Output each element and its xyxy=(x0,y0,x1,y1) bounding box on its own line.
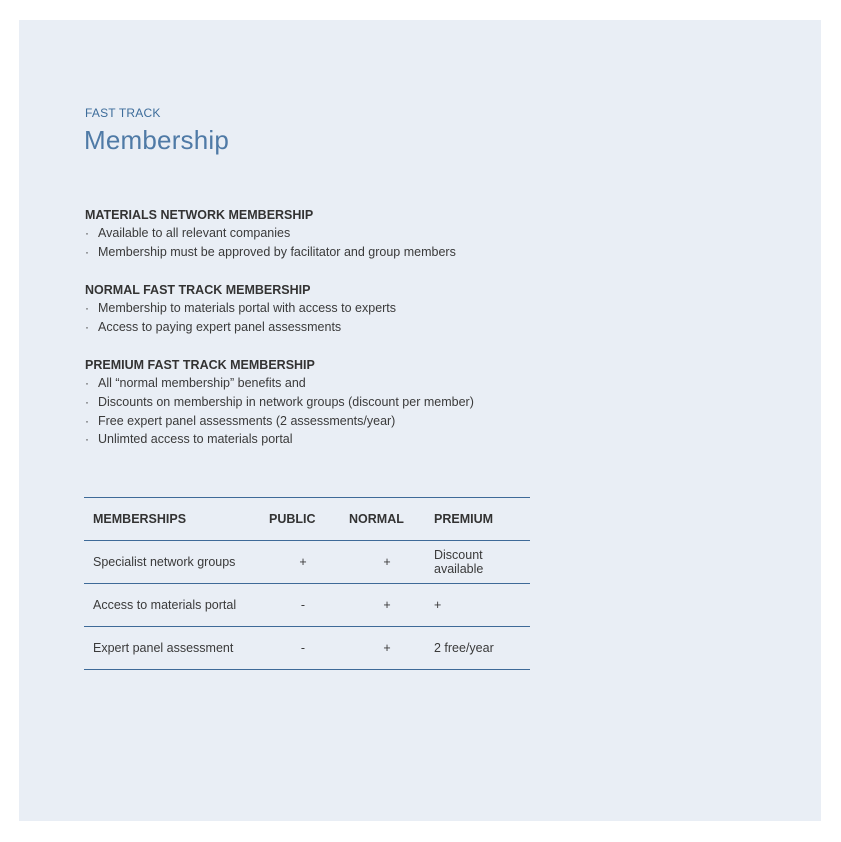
list-item: · Unlimted access to materials portal xyxy=(85,430,474,449)
bullet-icon: · xyxy=(85,394,89,409)
bullet-icon: · xyxy=(85,413,89,428)
table-cell: + xyxy=(341,584,433,627)
table-cell: + xyxy=(433,584,530,627)
table-cell: Access to materials portal xyxy=(84,584,265,627)
table-cell: Expert panel assessment xyxy=(84,627,265,670)
table-row xyxy=(84,627,530,670)
list-item: · Free expert panel assessments (2 assessments/year) xyxy=(85,412,474,431)
bullet-icon: · xyxy=(85,319,89,334)
section-heading: MATERIALS NETWORK MEMBERSHIP xyxy=(85,208,314,222)
table-cell: 2 free/year xyxy=(433,627,530,670)
section-heading: PREMIUM FAST TRACK MEMBERSHIP xyxy=(85,358,315,372)
table-header-row xyxy=(84,498,530,541)
table-cell: + xyxy=(341,541,433,584)
premium-fast-track-section xyxy=(85,356,474,449)
table-cell: - xyxy=(265,584,341,627)
page-title: Membership xyxy=(84,125,230,155)
materials-network-section xyxy=(85,206,456,262)
column-header-public: PUBLIC xyxy=(265,498,341,541)
section-eyebrow: FAST TRACK xyxy=(85,106,161,120)
list-item: · Membership to materials portal with access to experts xyxy=(85,299,396,318)
bullet-icon: · xyxy=(85,376,89,390)
bullet-icon: · xyxy=(85,432,89,447)
normal-fast-track-section xyxy=(85,281,396,337)
table-cell: Discount available xyxy=(433,541,530,584)
table-row xyxy=(84,584,530,627)
section-heading: NORMAL FAST TRACK MEMBERSHIP xyxy=(85,283,311,297)
list-item: · Access to paying expert panel assessments xyxy=(85,318,396,337)
bullet-icon: · xyxy=(85,226,89,240)
column-header-premium: PREMIUM xyxy=(433,498,530,541)
column-header-normal: NORMAL xyxy=(341,498,433,541)
bullet-icon: · xyxy=(85,301,89,315)
bullet-list xyxy=(85,224,456,262)
bullet-list xyxy=(85,299,396,337)
membership-comparison-table xyxy=(84,497,530,670)
table-row xyxy=(84,541,530,584)
list-item: · Membership must be approved by facilitator and group members xyxy=(85,243,456,262)
list-item: · Available to all relevant companies xyxy=(85,224,456,243)
table-cell: - xyxy=(265,627,341,670)
bullet-icon: · xyxy=(85,244,89,259)
list-item: · All “normal membership” benefits and xyxy=(85,374,474,393)
table-cell: + xyxy=(341,627,433,670)
bullet-list xyxy=(85,374,474,449)
table-cell: + xyxy=(265,541,341,584)
list-item: · Discounts on membership in network groups (discount per member) xyxy=(85,393,474,412)
table-cell: Specialist network groups xyxy=(84,541,265,584)
column-header-memberships: MEMBERSHIPS xyxy=(84,498,265,541)
